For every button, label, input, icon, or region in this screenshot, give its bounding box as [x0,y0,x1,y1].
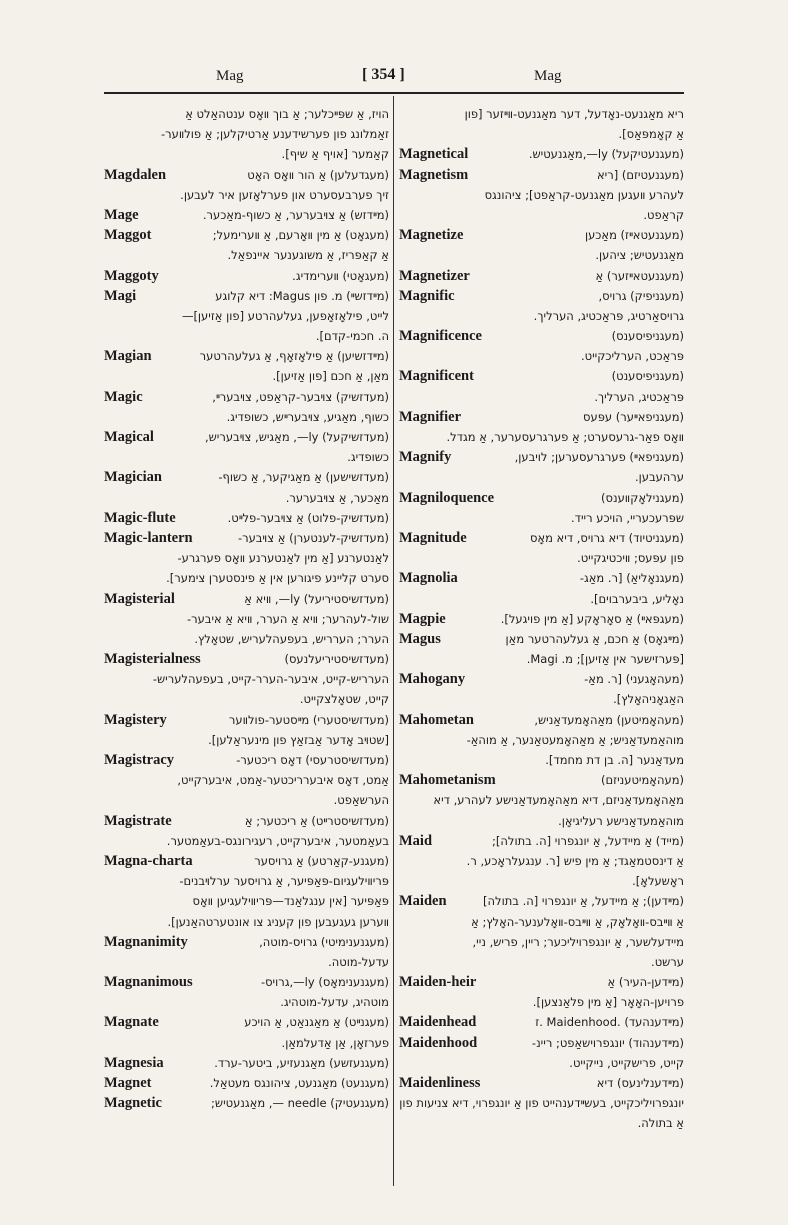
dictionary-line [399,1033,684,1053]
headword: Magnolia [399,570,458,587]
headword: Magistracy [104,752,175,768]
headword: Magnifier [399,408,462,425]
definition-text: קראַפט. [643,207,684,222]
dictionary-line [104,992,389,1012]
dictionary-line [104,1073,389,1093]
definition-text: (מעגנעטיזם) [ריא [596,167,684,182]
headword: Magpie [399,610,446,627]
dictionary-line [399,710,684,730]
dictionary-line [104,387,389,407]
definition-text: עדעל-מוטה. [328,954,389,969]
headword: Maidenliness [399,1075,481,1091]
definition-text: אַ דינסטמאַגד; אַ מין פיש [ר. ענגעלראָכע, ר. [466,853,684,868]
definition-text: מוהאַמעדאַנישע רעליגיאָן. [558,813,684,828]
dictionary-line [399,387,684,407]
dictionary-line [104,770,389,790]
dictionary-line [104,548,389,568]
dictionary-line [399,750,684,770]
right-column [399,104,684,1134]
dictionary-line [399,104,684,124]
definition-text: מאַגנעטיש; ציהען. [595,248,684,263]
dictionary-line [399,992,684,1012]
definition-text: זאַמלונג פון פערשידענע אַרטיקלען; אַ פולװער- [161,127,389,142]
dictionary-line [399,1113,684,1133]
dictionary-line [399,831,684,851]
dictionary-line [104,932,389,952]
dictionary-line [104,851,389,871]
definition-text: (מעדזשיסטרעסי) דאָס ריכטער- [236,753,389,767]
definition-text: אַ קאַפּריז, אַ משוגענער איינפאַל. [227,248,389,263]
dictionary-line [104,488,389,508]
definition-text: לאַנטערנע [אַ מין לאַנטערנע װאָס פערגרע- [177,551,389,566]
definition-text: (מעדזשיק-פלוט) אַ צױבער-פלײט. [227,510,389,525]
definition-text: (מײגאָס) אַ חכם, אַ געלעהרטער מאַן [505,631,684,646]
dictionary-line [104,629,389,649]
dictionary-line [399,912,684,932]
definition-text: קאַמער [אויף אַ שיף]. [281,147,389,162]
dictionary-line [399,306,684,326]
headword: Magnanimity [104,933,188,950]
definition-text: (מעגאָטי) װערימדיג. [292,268,389,283]
definition-text: (מעגפּאײ) אַ סאָראָקע [אַ מין פויגעל]. [500,611,684,626]
dictionary-line [104,912,389,932]
page-header [104,66,684,88]
headword: Maidenhood [399,1034,478,1051]
definition-text: מוהאַמעדאַניש; אַ מאַהאָמעטאַנער, אַ מוהאַ- [466,732,684,747]
dictionary-line [399,245,684,265]
dictionary-line [399,144,684,164]
dictionary-line [104,266,389,286]
dictionary-line [399,589,684,609]
dictionary-line [399,629,684,649]
definition-text: סערט קליינע פיגורען אין אַ פינסטערן צימער]. [166,571,389,586]
definition-text: (מעגדעלען) אַ הור װאָס האָט [247,167,389,182]
dictionary-line [399,649,684,669]
definition-text: פערזאָן, אַן אַדעלמאַן. [281,1035,389,1050]
headword: Magistery [104,711,167,728]
dictionary-line [104,366,389,386]
definition-text: בעאַמטער, איבערקייט, רעגירונגס-בעאַמטער. [166,833,389,848]
headword: Magnetic [104,1095,162,1112]
dictionary-line [104,972,389,992]
definition-text: (מעדזשיסטרײט) אַ ריכטער; אַ [244,813,389,828]
headword: Magnesia [104,1054,164,1071]
dictionary-line [104,609,389,629]
definition-text: (מעדזשיסטיריעל) ly—, װיא אַ [244,591,389,606]
headword: Magnetism [399,166,469,183]
dictionary-line [399,286,684,306]
headword: Magnetize [399,227,464,244]
definition-text: מעדאַנער [ה. בן דת מחמד]. [545,753,684,767]
dictionary-line [399,225,684,245]
dictionary-line [399,730,684,750]
definition-text: (מײדזש) אַ צױבערער, אַ כשוף-מאַכער. [202,207,389,222]
dictionary-line [104,649,389,669]
headword: Maiden [399,893,447,910]
dictionary-line [399,952,684,972]
dictionary-line [104,710,389,730]
definition-text: מאַכער, אַ צױבערער. [285,490,389,505]
dictionary-line [399,165,684,185]
dictionary-line [104,1053,389,1073]
header-guide-word-right: Mag [534,68,562,84]
dictionary-line [399,326,684,346]
dictionary-line [104,811,389,831]
dictionary-line [104,447,389,467]
headword: Magnanimous [104,974,193,991]
dictionary-line [104,104,389,124]
dictionary-line [104,245,389,265]
dictionary-line [399,568,684,588]
definition-text: מאַהאָמעדאַניזם, דיא מאַהאָמעדאַנישע לעהרע, דיא [433,793,684,808]
column-divider [393,96,394,1186]
dictionary-line [104,124,389,144]
definition-text: (מעגניטיוד) דיא גרויס, דיא מאָס [529,530,684,545]
definition-text: ראָשעלאָ]. [632,874,684,889]
dictionary-line [399,548,684,568]
definition-text: (מעהאָמיטען) מאַהאָמעדאַניש, [534,712,684,727]
definition-text: [שטױב אָדער אַבזאַץ פון מינעראַלען]. [208,732,389,747]
header-rule [104,92,684,94]
definition-text: הערשאַפט. [333,793,389,808]
headword: Magical [104,429,154,445]
definition-text: לייט, פילאָזאָפען, געלעהרטע [פון אַזיען]— [181,308,389,323]
definition-text: (מעגנעטאײזער) אַ [595,268,684,283]
dictionary-line [104,1012,389,1032]
dictionary-line [399,851,684,871]
headword: Magnificent [399,368,474,385]
definition-text: הערריש-קייט, איבער-הערר-קייט, בעפעהלעריש- [152,672,389,687]
definition-text: הויז, אַ שפּײכלער; אַ בוך װאָס ענטהאַלט אַ [185,107,389,121]
dictionary-line [399,811,684,831]
dictionary-line [104,1093,389,1113]
definition-text: פּריװילעגיום-פּאַפּיער, אַ גרויסער ערלױבנים- [179,874,389,889]
dictionary-line [399,266,684,286]
definition-text: אַ בתולה. [637,1116,684,1131]
definition-text: (מײדענלינעס) דיא [596,1076,684,1090]
definition-text: פּראַכטיג, הערליך. [594,389,684,404]
dictionary-line [399,1012,684,1032]
definition-text: (מעגאָט) אַ מין װאָרעם, אַ װערימעל; [212,228,389,243]
dictionary-line [104,225,389,245]
definition-text: מוטהיג, עדעל-מוטהיג. [280,995,389,1010]
definition-text: לעהרע װעגען מאַגנעט-קראַפט]; ציהונגס [484,187,684,202]
definition-text: (מעדזשיק) צױבער-קראַפט, צױבערײ, [212,389,389,404]
definition-text: (מעגנאָליאַ) [ר. מאַג- [579,571,684,586]
headword: Mahometan [399,711,474,728]
headword: Magnitude [399,529,467,546]
definition-text: נאָליע, ביבערבוים]. [590,591,684,606]
dictionary-line [399,508,684,528]
headword: Maid [399,832,433,849]
dictionary-line [399,1053,684,1073]
dictionary-line [399,609,684,629]
definition-text: ריא מאַגנעט-נאָדעל, דער מאַגנעט-װײזער [פון [464,107,684,121]
dictionary-line [104,871,389,891]
headword: Maggoty [104,267,159,284]
definition-text: כשוף, מאַגיע, צױבערײש, כשופדיג. [226,409,389,424]
definition-text: (מעגנענימאָס) ly—,גרויס- [260,975,389,990]
definition-text: (מײדען); אַ מיידעל, אַ יונגפרוי [ה. בתולה] [483,894,684,909]
definition-text: פּראַכט, הערליכקייט. [580,349,684,364]
headword: Magic [104,388,143,405]
header-guide-word-left: Mag [216,68,244,84]
definition-text: הערר; הערריש, בעפעהלעריש, שטאָלץ. [194,631,389,646]
definition-text: אַ קאָמפּאַס]. [618,127,684,142]
definition-text: (מעגניפאײ) פערגרעסערען; לויבען, [514,450,684,465]
dictionary-line [399,467,684,487]
dictionary-line [104,144,389,164]
dictionary-line [104,750,389,770]
dictionary-line [399,447,684,467]
headword: Maidenhead [399,1014,477,1031]
dictionary-line [399,185,684,205]
definition-text: אַמט, דאָס איבערריכטער-אַמט, איבערקייט, [177,773,389,788]
definition-text: (מײדען-העיר) אַ [607,975,684,990]
headword: Magnetical [399,146,469,163]
dictionary-line [399,891,684,911]
definition-text: װאָס פאַר-גרעסערט; אַ פערגרעסערער, אַ מגדל. [446,430,684,444]
definition-text: גרויסאַרטיג, פּראַכטיג, הערליך. [533,308,684,323]
definition-text: פרויען-האָאָר [אַ מין פלאַנצען]. [532,995,684,1010]
headword: Mahometanism [399,772,496,789]
dictionary-line [104,185,389,205]
dictionary-line [399,669,684,689]
headword: Magistrate [104,812,172,829]
definition-text: (מײדזשיען) אַ פילאָזאָף, אַ געלעהרטער [199,349,389,364]
definition-text: (מעגניפיסענס) [611,329,684,344]
definition-text: (מעהאָמיטעניזם) [600,773,684,788]
dictionary-line [399,1073,684,1093]
definition-text: (מעגנעט) מאַגנעט, ציהונגס מעטאַל. [209,1076,389,1090]
definition-text: שול-לעהרער; װיא אַ הערר, װיא אַ איבער- [186,611,389,626]
dictionary-line [104,165,389,185]
definition-text: [פּערזישער אין אַזיען]; מ. Magi. [526,652,684,667]
definition-text: (מעדזשיקעל) ly—, מאַגיש, צױבעריש, [204,430,389,444]
dictionary-line [399,346,684,366]
definition-text: (מעדזשיק-לענטערן) אַ צױבער- [237,530,389,545]
left-column [104,104,389,1113]
headword: Maggot [104,227,152,244]
headword: Magdalen [104,166,167,183]
dictionary-line [399,871,684,891]
definition-text: שפּרעכעריי, הויכע רייד. [571,510,684,525]
definition-text: מאַן, אַ חכם [פון אַזיען]. [272,369,389,384]
headword: Mahogany [399,671,466,688]
headword: Magna-charta [104,852,193,869]
dictionary-line [104,1033,389,1053]
dictionary-line [104,568,389,588]
headword: Magnate [104,1014,159,1031]
definition-text: (מעדזשיסטיריעלנעס) [284,652,389,667]
dictionary-line [104,427,389,447]
definition-text: האַגאָניהאָלץ]. [613,692,684,707]
headword: Magnificence [399,328,482,345]
dictionary-line [104,528,389,548]
definition-text: ערשט. [651,954,684,969]
definition-text: (מעגניפיסענט) [611,369,684,384]
page-number: [ 354 ] [362,66,405,83]
definition-text: (מעגניפאײער) עפּעס [583,409,684,424]
dictionary-line [399,366,684,386]
headword: Magus [399,630,441,647]
dictionary-line [104,952,389,972]
dictionary-line [104,790,389,810]
dictionary-line [399,689,684,709]
definition-text: ערהעבען. [634,470,684,485]
definition-text: (מײדזשײ) מ. פון Magus: דיא קלוגע [215,288,389,303]
headword: Magisterial [104,590,175,607]
headword: Magnific [399,287,455,304]
headword: Magisterialness [104,651,201,668]
dictionary-line [399,407,684,427]
dictionary-line [104,407,389,427]
dictionary-line [104,730,389,750]
headword: Magician [104,469,162,486]
dictionary-line [399,972,684,992]
dictionary-line [399,488,684,508]
definition-text: (מײדענהעד) .Maidenhood .ז [535,1015,684,1030]
dictionary-line [399,1093,684,1113]
headword: Magic-flute [104,509,176,526]
dictionary-line [104,205,389,225]
definition-text: (מעגנײט) אַ מאַגנאַט, אַ הויכע [244,1015,389,1030]
dictionary-line [104,286,389,306]
definition-text: (מייד) אַ מיידעל, אַ יונגפרוי [ה. בתולה]; [492,833,684,848]
dictionary-line [104,669,389,689]
definition-text: יונגפרויליכקייט, בעשײדענהייט פון אַ יונגפרוי, דיא צניעות פון [399,1096,684,1111]
definition-text: מיידעלשער, אַ יונגפרויליכער; ריין, פריש, ניי, [472,934,684,949]
definition-text: (מעדזשיסטערי) מײסטער-פולװער [228,712,389,727]
headword: Magi [104,287,137,304]
definition-text: (מעגנעזשע) מאַגנעזיע, ביטער-ערד. [214,1055,389,1070]
headword: Maiden-heir [399,974,477,991]
dictionary-line [104,306,389,326]
dictionary-line [399,790,684,810]
headword: Magic-lantern [104,529,193,546]
definition-text: (מעגנע-קאַרטע) אַ גרויסער [254,853,389,868]
dictionary-line [104,689,389,709]
headword: Magnetizer [399,267,470,284]
headword: Magian [104,348,152,365]
dictionary-line [104,589,389,609]
definition-text: פּאַפּיער [אין ענגלאַנד—פּריװילעגיען װאָס [192,894,389,909]
definition-text: (מעגנילאָקװענס) [601,490,684,505]
definition-text: זיך פערבעסערט און פערלאָזען איר לעבען. [180,187,389,202]
definition-text: (מעדזשישען) אַ מאַגיקער, אַ כשוף- [218,470,389,485]
definition-text: אַ װײבס-װאָלאָק, אַ װײבס-װאָלענער-האָלץ; אַ [471,914,684,929]
definition-text: (מעגנענימיטי) גרויס-מוטה, [259,934,389,949]
dictionary-line [104,891,389,911]
headword: Magniloquence [399,489,495,506]
dictionary-line [399,124,684,144]
definition-text: (מעגנעטיקעל) ly—,מאַגנעטיש. [528,147,684,162]
headword: Magnify [399,449,452,466]
dictionary-line [399,205,684,225]
dictionary-line [399,528,684,548]
definition-text: קייט, פרישקייט, נייקייט. [569,1055,684,1070]
dictionary-line [104,346,389,366]
dictionary-line [104,326,389,346]
dictionary-line [399,427,684,447]
headword: Mage [104,206,139,223]
definition-text: (מעהאָגעני) [ר. מאַ- [584,672,684,687]
definition-text: (מעגניפיק) גרויס, [598,288,684,303]
definition-text: כשופדיג. [347,450,389,465]
dictionary-line [104,508,389,528]
dictionary-line [104,467,389,487]
definition-text: װערען געגעבען פון קעניג צו אונטערטהאַנען]. [167,914,389,929]
dictionary-line [104,831,389,851]
definition-text: (מעגנעטאײז) מאַכען [584,228,684,243]
headword: Magnet [104,1075,152,1091]
dictionary-line [399,770,684,790]
dictionary-line [399,932,684,952]
definition-text: ה. חכמי-קדם]. [315,329,389,344]
definition-text: פון עפּעס; װיכטיגקייט. [577,551,684,566]
definition-text: (מײדענהוד) יונגפרוישאַפט; ריינ- [531,1035,684,1050]
definition-text: (מעגנעטיק) needle —, מאַגנעטיש; [211,1096,389,1111]
definition-text: קייט, שטאָלצקייט. [299,692,389,707]
